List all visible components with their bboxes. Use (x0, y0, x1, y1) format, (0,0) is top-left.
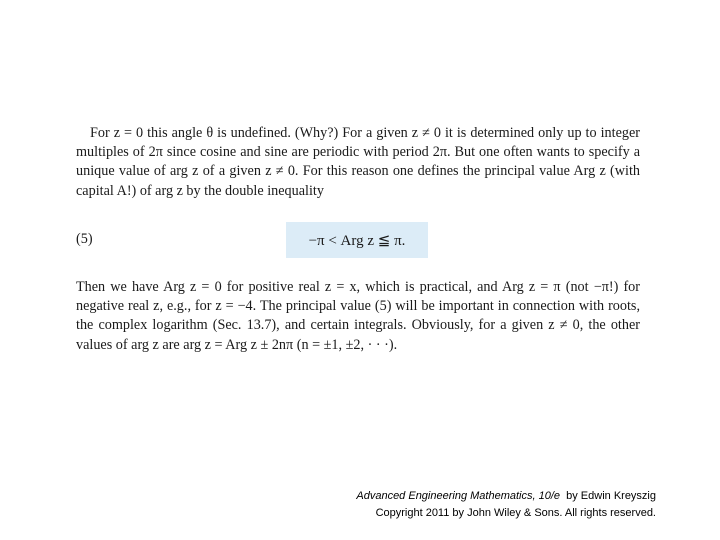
footer-book-line (356, 488, 656, 505)
equation-expression: −π < Arg z ≦ π. (308, 232, 406, 249)
paragraph-principal-value-consequences: Then we have Arg z = 0 for positive real z = x, which is practical, and Arg z = π (not −π!) for negative real z, e.g., for z = −4. The principal value (5) will be important in connection with roots, the complex logarithm (Sec. 13.7), and certain integrals. Obviously, for a given z ≠ 0, the other values of arg z are arg z = Arg z ± 2nπ (n = ±1, ±2, · · ·). (76, 279, 640, 353)
footer-credit (356, 488, 656, 522)
book-title: Advanced Engineering Mathematics, 10/e (356, 490, 560, 502)
paragraph-principal-value-definition: For z = 0 this angle θ is undefined. (Why?) For a given z ≠ 0 it is determined only up to integer multiples of 2π since cosine and sine are periodic with period 2π. But one often wants to specify a unique value of arg z of a given z ≠ 0. For this reason one defines the principal value Arg z (with capital A!) of arg z by the double inequality (76, 125, 640, 199)
equation-number: (5) (76, 231, 93, 247)
footer-copyright: Copyright 2011 by John Wiley & Sons. All rights reserved. (375, 507, 656, 519)
equation-box (286, 222, 428, 258)
book-author: by Edwin Kreyszig (566, 490, 656, 502)
